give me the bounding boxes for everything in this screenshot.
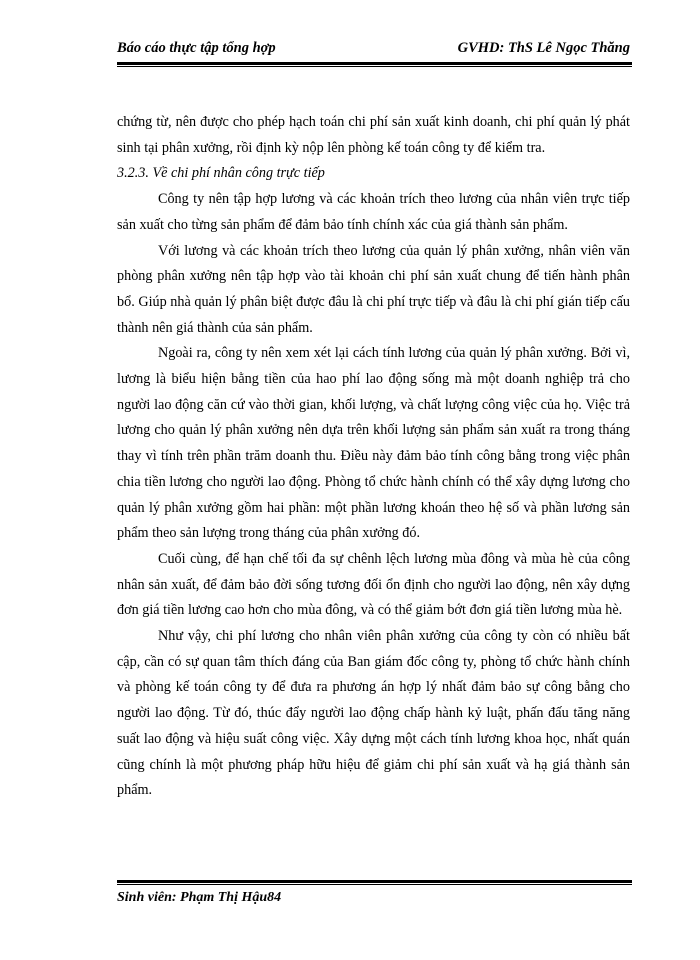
body-paragraph: Cuối cùng, để hạn chế tối đa sự chênh lệch lương mùa đông và mùa hè của công nhân sản xuất, để đảm bảo đời sống tương đối ổn định cho người lao động, nên xây dựng đơn giá tiền lương cao hơn cho mùa đông, và có thể giảm bớt đơn giá tiền lương mùa hè. <box>117 550 630 619</box>
header-rule-thick <box>117 62 632 65</box>
footer-rule-thin <box>117 884 632 885</box>
continuation-paragraph: chứng từ, nên được cho phép hạch toán chi phí sản xuất kinh doanh, chi phí quản lý phát sinh tại phân xưởng, rồi định kỳ nộp lên phòng kế toán công ty để kiểm tra. <box>117 114 630 156</box>
page-body <box>117 110 630 804</box>
header-rule-thin <box>117 66 632 67</box>
footer-rule-thick <box>117 880 632 883</box>
body-paragraph: Như vậy, chi phí lương cho nhân viên phân xưởng của công ty còn có nhiều bất cập, cần có sự quan tâm thích đáng của Ban giám đốc công ty, phòng tổ chức hành chính và phòng kế toán công ty để đưa ra phương án hợp lý nhất đảm bảo sự công bằng cho người lao động. Từ đó, thúc đẩy người lao động chấp hành kỷ luật, phấn đấu tăng năng suất lao động và hiệu suất công việc. Xây dựng một cách tính lương khoa học, nhất quán cũng chính là một phương pháp hữu hiệu để giảm chi phí sản xuất và hạ giá thành sản phẩm. <box>117 628 630 799</box>
body-paragraph: Ngoài ra, công ty nên xem xét lại cách tính lương của quản lý phân xưởng. Bởi vì, lương là biểu hiện bằng tiền của hao phí lao động sống mà một doanh nghiệp trả cho người lao động căn cứ vào thời gian, khối lượng, và chất lượng công việc của họ. Việc trả lương cho quản lý phân xưởng nên dựa trên khối lượng sản phẩm sản xuất ra trong tháng thay vì tính trên phần trăm doanh thu. Điều này đảm bảo tính công bằng trong việc phân chia tiền lương cho người lao động. Phòng tổ chức hành chính có thể xây dựng lương cho quản lý phân xưởng gồm hai phần: một phần lương khoán theo hệ số và phần lương sản phẩm theo sản lượng trong tháng của phân xưởng đó. <box>117 345 630 542</box>
body-paragraph: Công ty nên tập hợp lương và các khoản trích theo lương của nhân viên trực tiếp sản xuất cho từng sản phẩm để đảm bảo tính chính xác của giá thành sản phẩm. <box>117 191 630 233</box>
page-header <box>117 40 632 64</box>
page-footer <box>117 880 632 904</box>
section-heading: 3.2.3. Về chi phí nhân công trực tiếp <box>117 165 325 182</box>
student-name: Sinh viên: Phạm Thị Hậu84 <box>117 890 282 905</box>
body-paragraph: Với lương và các khoản trích theo lương của quản lý phân xưởng, nhân viên văn phòng phân xưởng nên tập hợp vào tài khoản chi phí sản xuất chung để tiến hành phân bổ. Giúp nhà quản lý phân biệt được đâu là chi phí trực tiếp và đâu là chi phí gián tiếp cấu thành nên giá thành của sản phẩm. <box>117 242 630 336</box>
supervisor-name: GVHD: ThS Lê Ngọc Thăng <box>457 40 630 56</box>
report-title: Báo cáo thực tập tổng hợp <box>117 40 276 56</box>
